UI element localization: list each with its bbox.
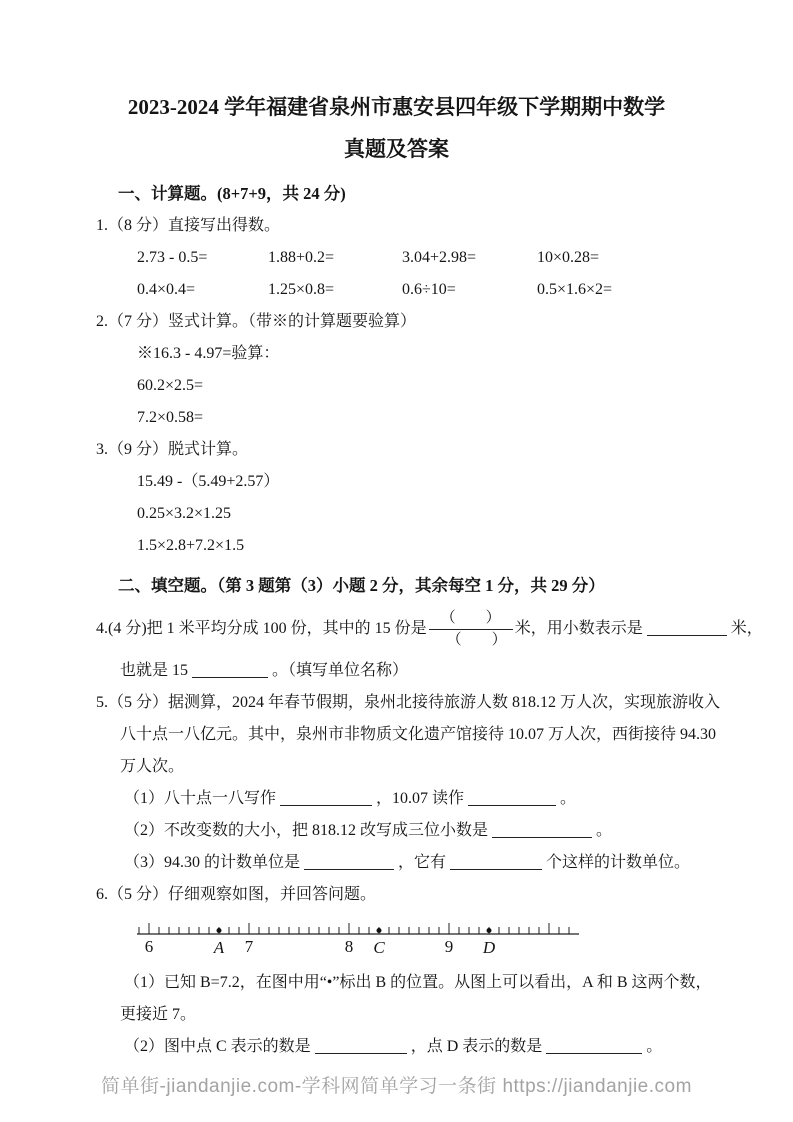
- exam-title-line-1: 2023-2024 学年福建省泉州市惠安县四年级下学期期中数学: [127, 95, 666, 119]
- q5-sub-3-text: 个这样的计数单位。: [546, 854, 691, 871]
- q2-expression: 7.2×0.58=: [137, 409, 204, 426]
- q4-text: 米，用小数表示是: [514, 620, 643, 638]
- fraction-numerator: （ ）: [429, 609, 513, 630]
- q6-sub-1-line-2: 更接近 7。: [120, 1006, 197, 1023]
- q3-label: 3.（9 分）脱式计算。: [96, 441, 249, 458]
- q3-expression: 15.49 -（5.49+2.57）: [137, 473, 280, 490]
- q5-line-3: 万人次。: [120, 758, 185, 775]
- q2-label: 2.（7 分）竖式计算。（带※的计算题要验算）: [96, 313, 417, 330]
- q3-expression: 1.5×2.8+7.2×1.5: [137, 537, 245, 554]
- q5-sub-1-text: ，10.07 读作: [376, 790, 465, 807]
- footer-watermark: 简单街-jiandanjie.com-学科网简单学习一条街 https://jiandanjie.com: [101, 1076, 692, 1097]
- fraction-denominator: （ ）: [446, 632, 507, 648]
- answer-blank: [192, 660, 268, 678]
- q5-sub-1: [124, 783, 793, 815]
- fraction-blank: [429, 609, 513, 650]
- svg-text:9: 9: [444, 937, 454, 956]
- q1-expressions-row-2: [137, 274, 793, 306]
- svg-text:7: 7: [244, 937, 254, 956]
- answer-blank: [468, 788, 556, 806]
- answer-blank: [315, 1036, 407, 1054]
- section-1-heading: 一、计算题。(8+7+9，共 24 分): [118, 184, 346, 203]
- q6-sub-2: [124, 1031, 793, 1063]
- answer-blank: [546, 1036, 642, 1054]
- svg-text:8: 8: [344, 937, 354, 956]
- q1-expression: 1.25×0.8=: [268, 281, 335, 298]
- q1-expression: 0.6÷10=: [402, 281, 456, 298]
- q5-sub-2: [124, 815, 793, 847]
- section-2-heading: 二、填空题。（第 3 题第（3）小题 2 分，其余每空 1 分，共 29 分）: [118, 576, 605, 595]
- q4-text: 4.(4 分)把 1 米平均分成 100 份，其中的 15 份是: [96, 620, 427, 638]
- q3-expression: 0.25×3.2×1.25: [137, 505, 232, 522]
- q1-expression: 0.5×1.6×2=: [537, 281, 613, 298]
- answer-blank: [450, 852, 542, 870]
- q1-expression: 3.04+2.98=: [402, 249, 477, 266]
- answer-blank: [647, 618, 727, 636]
- q5-sub-1-text: （1）八十点一八写作: [124, 790, 277, 807]
- q5-sub-2-text: （2）不改变数的大小，把 818.12 改写成三位小数是: [124, 822, 489, 839]
- q4-text: 也就是 15: [120, 662, 189, 679]
- q1-expressions-row-1: [137, 242, 793, 274]
- q5-sub-3-text: （3）94.30 的计数单位是: [124, 854, 301, 871]
- q6-label: 6.（5 分）仔细观察如图，并回答问题。: [96, 886, 377, 903]
- q1-expression: 0.4×0.4=: [137, 281, 196, 298]
- q1-expression: 2.73 - 0.5=: [137, 249, 208, 266]
- answer-blank: [492, 820, 592, 838]
- q6-sub-2-text: （2）图中点 C 表示的数是: [124, 1038, 311, 1055]
- q4-line-2: [120, 655, 793, 687]
- q2-expression: ※16.3 - 4.97=验算：: [137, 345, 280, 362]
- q1-expression: 10×0.28=: [537, 249, 600, 266]
- q5-sub-2-text: 。: [596, 822, 613, 839]
- q2-expression: 60.2×2.5=: [137, 377, 204, 394]
- q5-sub-3: [124, 847, 793, 879]
- q5-sub-3-text: ，它有: [398, 854, 447, 871]
- q1-label: 1.（8 分）直接写出得数。: [96, 217, 281, 234]
- number-line-figure: [137, 919, 793, 965]
- q5-line-1: 5.（5 分）据测算，2024 年春节假期，泉州北接待旅游人数 818.12 万人次，实现旅游收入: [96, 694, 721, 711]
- answer-blank: [304, 852, 394, 870]
- q1-expression: 1.88+0.2=: [268, 249, 335, 266]
- q5-line-2: 八十点一八亿元。其中，泉州市非物质文化遗产馆接待 10.07 万人次，西街接待 94.30: [120, 726, 717, 743]
- svg-text:C: C: [373, 938, 385, 957]
- q6-sub-2-text: ，点 D 表示的数是: [410, 1038, 543, 1055]
- q4-line-1: [96, 602, 793, 655]
- svg-text:D: D: [482, 938, 496, 957]
- q6-sub-1-line-1: （1）已知 B=7.2，在图中用“•”标出 B 的位置。从图上可以看出，A 和 B 这两个数，: [124, 974, 712, 991]
- svg-text:6: 6: [144, 937, 154, 956]
- q6-sub-2-text: 。: [646, 1038, 663, 1055]
- answer-blank: [280, 788, 372, 806]
- exam-title-line-2: 真题及答案: [344, 137, 449, 161]
- number-line-svg: [137, 919, 607, 965]
- q5-sub-1-text: 。: [560, 790, 577, 807]
- svg-text:A: A: [213, 938, 225, 957]
- q4-text: 米，: [730, 620, 763, 638]
- q4-text: 。（填写单位名称）: [272, 662, 409, 679]
